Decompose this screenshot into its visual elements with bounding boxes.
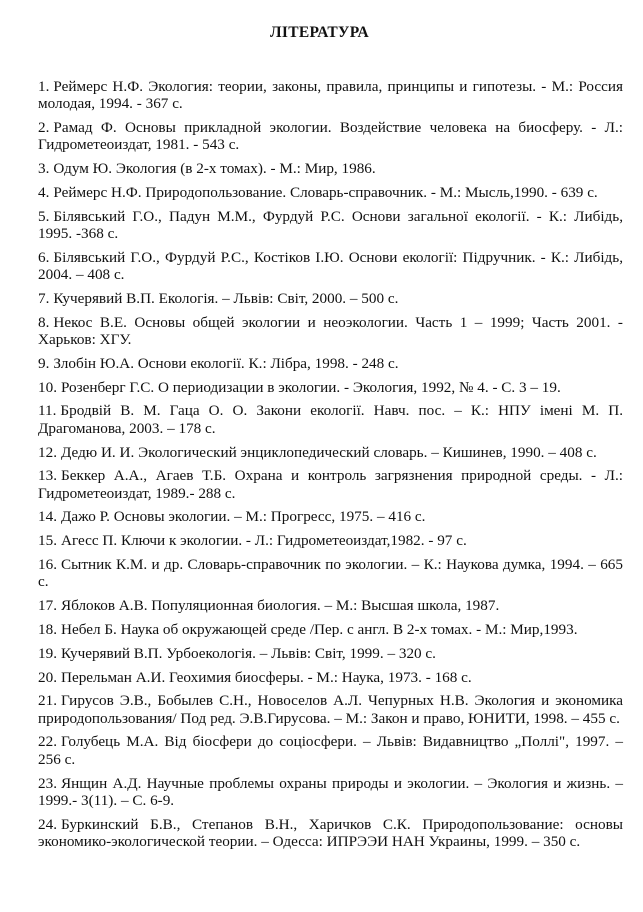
reference-number: 2. [38, 119, 50, 137]
reference-text: Голубець М.А. Від біосфери до соціосфери. – Львів: Видавництво „Поллі", 1997. – 256 с. [38, 733, 623, 768]
reference-number: 4. [38, 183, 50, 201]
reference-number: 17. [38, 597, 57, 615]
reference-item-13 [38, 467, 631, 502]
reference-number: 23. [38, 774, 57, 792]
reference-text: Гирусов Э.В., Бобылев С.Н., Новоселов А.Л. Чепурных Н.В. Экология и экономика природопользования/ Под ред. Э.В.Гирусова. – М.: Закон и право, ЮНИТИ, 1998. – 455 с. [38, 692, 623, 727]
reference-text: Білявський Г.О., Падун М.М., Фурдуй Р.С. Основи загальної екології. - К.: Либідь, 1995. -368 с. [38, 207, 623, 243]
reference-text: Реймерс Н.Ф. Природопользование. Словарь-справочник. - М.: Мысль,1990. - 639 с. [53, 183, 598, 201]
reference-item-2 [38, 119, 631, 154]
reference-item-20 [38, 669, 631, 686]
reference-text: Злобін Ю.А. Основи екології. К.: Лібра, 1998. - 248 с. [53, 354, 399, 372]
reference-number: 24. [38, 815, 57, 833]
reference-item-21 [38, 692, 631, 727]
reference-item-10 [38, 379, 631, 396]
reference-number: 12. [38, 443, 57, 461]
reference-text: Дажо Р. Основы экологии. – М.: Прогресс, 1975. – 416 с. [60, 508, 426, 526]
reference-text: Рамад Ф. Основы прикладной экологии. Воздействие человека на биосферу. - Л.: Гидрометеоиздат, 1981. - 543 с. [38, 119, 623, 154]
reference-text: Беккер А.А., Агаев Т.Б. Охрана и контроль загрязнения природной среды. - Л.: Гидрометеоиздат, 1989.- 288 с. [38, 467, 623, 502]
reference-number: 5. [38, 207, 50, 225]
reference-item-3 [38, 160, 631, 177]
reference-text: Кучерявий В.П. Екологія. – Львів: Світ, 2000. – 500 с. [53, 289, 399, 307]
reference-number: 22. [38, 733, 57, 751]
reference-number: 19. [38, 644, 57, 662]
reference-text: Кучерявий В.П. Урбоекологія. – Львів: Світ, 1999. – 320 с. [60, 644, 436, 662]
reference-number: 21. [38, 692, 57, 710]
reference-item-12 [38, 444, 631, 461]
reference-item-17 [38, 597, 631, 614]
reference-text: Яблоков А.В. Популяционная биология. – М.: Высшая школа, 1987. [60, 597, 500, 615]
reference-text: Агесс П. Ключи к экологии. - Л.: Гидрометеоиздат,1982. - 97 с. [60, 532, 467, 550]
reference-item-4 [38, 184, 631, 201]
reference-number: 13. [38, 467, 57, 485]
reference-text: Некос В.Е. Основы общей экологии и неоэкологии. Часть 1 – 1999; Часть 2001. - Харьков: ХГУ. [38, 313, 623, 349]
reference-item-24 [38, 816, 631, 851]
reference-number: 3. [38, 160, 50, 178]
reference-item-19 [38, 645, 631, 662]
reference-text: Янщин А.Д. Научные проблемы охраны природы и экологии. – Экология и жизнь. – 1999.- 3(11). – С. 6-9. [38, 774, 623, 809]
reference-item-9 [38, 355, 631, 372]
reference-number: 10. [38, 378, 57, 396]
reference-item-14 [38, 508, 631, 525]
reference-item-6 [38, 249, 631, 284]
reference-number: 6. [38, 248, 50, 266]
reference-number: 14. [38, 508, 57, 526]
reference-text: Дедю И. И. Экологический энциклопедический словарь. – Кишинев, 1990. – 408 с. [60, 443, 597, 461]
reference-item-5 [38, 208, 631, 243]
reference-item-1 [38, 78, 631, 113]
reference-item-16 [38, 556, 631, 591]
reference-number: 9. [38, 354, 50, 372]
reference-number: 11. [38, 402, 57, 420]
reference-item-22 [38, 733, 631, 768]
reference-text: Небел Б. Наука об окружающей среде /Пер. с англ. В 2-х томах. - М.: Мир,1993. [60, 620, 578, 638]
reference-text: Перельман А.И. Геохимия биосферы. - М.: Наука, 1973. - 168 с. [60, 668, 472, 686]
reference-number: 18. [38, 620, 57, 638]
reference-list [38, 78, 631, 850]
reference-item-8 [38, 314, 631, 349]
reference-number: 15. [38, 532, 57, 550]
reference-item-18 [38, 621, 631, 638]
reference-number: 8. [38, 313, 50, 331]
reference-text: Сытник К.М. и др. Словарь-справочник по экологии. – К.: Наукова думка, 1994. – 665 с. [38, 556, 623, 591]
reference-text: Білявський Г.О., Фурдуй Р.С., Костіков І.Ю. Основи екології: Підручник. - К.: Либідь, 2004. – 408 с. [38, 248, 623, 284]
reference-number: 1. [38, 78, 50, 95]
reference-number: 20. [38, 668, 57, 686]
reference-item-11 [38, 402, 631, 437]
reference-text: Реймерс Н.Ф. Экология: теории, законы, правила, принципы и гипотезы. - М.: Россия молодая, 1994. - 367 с. [38, 78, 623, 113]
reference-number: 7. [38, 289, 50, 307]
reference-item-15 [38, 532, 631, 549]
reference-text: Бродвій В. М. Гаца О. О. Закони екології. Навч. пос. – К.: НПУ імені М. П. Драгоманова, 2003. – 178 с. [38, 402, 623, 437]
page-title: ЛІТЕРАТУРА [270, 24, 369, 41]
reference-number: 16. [38, 556, 57, 574]
reference-text: Буркинский Б.В., Степанов В.Н., Харичков С.К. Природопользование: основы экономико-экологической теории. – Одесса: ИПРЭЭИ НАН Украины, 1999. – 350 с. [38, 815, 623, 850]
reference-text: Одум Ю. Экология (в 2-х томах). - М.: Мир, 1986. [53, 160, 376, 178]
reference-item-7 [38, 290, 631, 307]
reference-item-23 [38, 775, 631, 810]
reference-text: Розенберг Г.С. О периодизации в экологии. - Экология, 1992, № 4. - С. 3 – 19. [60, 378, 561, 396]
